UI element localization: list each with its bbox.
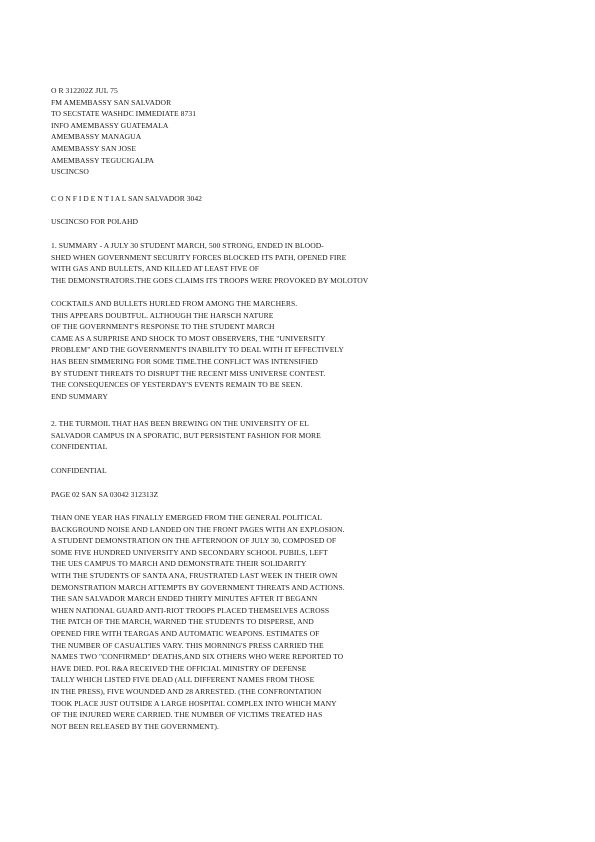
header-line: AMEMBASSY MANAGUA <box>51 132 142 142</box>
body-line: THIS APPEARS DOUBTFUL. ALTHOUGH THE HARSCH NATURE <box>51 310 274 320</box>
body-line: CONFIDENTIAL <box>51 442 108 452</box>
body-line: TALLY WHICH LISTED FIVE DEAD (ALL DIFFERENT NAMES FROM THOSE <box>51 675 315 685</box>
body-line: DEMONSTRATION MARCH ATTEMPTS BY GOVERNMENT THREATS AND ACTIONS. <box>51 582 345 592</box>
body-line: SHED WHEN GOVERNMENT SECURITY FORCES BLOCKED ITS PATH, OPENED FIRE <box>51 252 347 262</box>
body-line: TOOK PLACE JUST OUTSIDE A LARGE HOSPITAL COMPLEX INTO WHICH MANY <box>51 698 337 708</box>
body-line: THE UES CAMPUS TO MARCH AND DEMONSTRATE THEIR SOLIDARITY <box>51 559 307 569</box>
body-line: THE DEMONSTRATORS.THE GOES CLAIMS ITS TROOPS WERE PROVOKED BY MOLOTOV <box>51 275 369 285</box>
summary-paragraph-part1 <box>51 240 571 286</box>
header-line: AMEMBASSY SAN JOSE <box>51 143 137 153</box>
body-line: THE NUMBER OF CASUALTIES VARY. THIS MORNING'S PRESS CARRIED THE <box>51 640 324 650</box>
body-line: 1. SUMMARY - A JULY 30 STUDENT MARCH, 500 STRONG, ENDED IN BLOOD- <box>51 241 324 250</box>
body-line: NOT BEEN RELEASED BY THE GOVERNMENT). <box>51 721 219 731</box>
body-line: SALVADOR CAMPUS IN A SPORATIC, BUT PERSISTENT FASHION FOR MORE <box>51 430 321 440</box>
header-line: USCINCSO <box>51 167 89 177</box>
body-line: END SUMMARY <box>51 391 108 401</box>
body-line: A STUDENT DEMONSTRATION ON THE AFTERNOON OF JULY 30, COMPOSED OF <box>51 536 337 546</box>
body-line: THAN ONE YEAR HAS FINALLY EMERGED FROM THE GENERAL POLITICAL <box>51 513 323 522</box>
body-line: 2. THE TURMOIL THAT HAS BEEN BREWING ON THE UNIVERSITY OF EL <box>51 419 309 428</box>
header-line: TO SECSTATE WASHDC IMMEDIATE 8731 <box>51 109 197 119</box>
body-line: OPENED FIRE WITH TEARGAS AND AUTOMATIC WEAPONS. ESTIMATES OF <box>51 628 320 638</box>
paragraph-2 <box>51 418 571 453</box>
header-line: AMEMBASSY TEGUCIGALPA <box>51 155 155 165</box>
body-line: NAMES TWO "CONFIRMED" DEATHS,AND SIX OTHERS WHO WERE REPORTED TO <box>51 652 344 662</box>
body-line: OF THE GOVERNMENT'S RESPONSE TO THE STUDENT MARCH <box>51 322 275 332</box>
paragraph-3 <box>51 512 571 732</box>
page-marker: PAGE 02 SAN SA 03042 312313Z <box>51 490 159 499</box>
header-line: INFO AMEMBASSY GUATEMALA <box>51 120 169 130</box>
body-line: BY STUDENT THREATS TO DISRUPT THE RECENT MISS UNIVERSE CONTEST. <box>51 368 326 378</box>
body-line: CAME AS A SURPRISE AND SHOCK TO MOST OBSERVERS, THE "UNIVERSITY <box>51 333 326 343</box>
body-line: THE CONSEQUENCES OF YESTERDAY'S EVENTS REMAIN TO BE SEEN. <box>51 380 303 390</box>
body-line: WHEN NATIONAL GUARD ANTI-RIOT TROOPS PLACED THEMSELVES ACROSS <box>51 605 330 615</box>
body-line: PROBLEM" AND THE GOVERNMENT'S INABILITY TO DEAL WITH IT EFFECTIVELY <box>51 345 344 355</box>
body-line: HAVE DIED. POL R&A RECEIVED THE OFFICIAL MINISTRY OF DEFENSE <box>51 663 307 673</box>
confidential-footer: CONFIDENTIAL <box>51 466 107 475</box>
summary-paragraph-part2 <box>51 298 571 402</box>
body-line: BACKGROUND NOISE AND LANDED ON THE FRONT PAGES WITH AN EXPLOSION. <box>51 524 345 534</box>
body-line: IN THE PRESS), FIVE WOUNDED AND 28 ARRESTED. (THE CONFRONTATION <box>51 686 322 696</box>
body-line: WITH GAS AND BULLETS, AND KILLED AT LEAST FIVE OF <box>51 264 260 274</box>
header-line: FM AMEMBASSY SAN SALVADOR <box>51 97 172 107</box>
body-line: WITH THE STUDENTS OF SANTA ANA, FRUSTRATED LAST WEEK IN THEIR OWN <box>51 570 338 580</box>
routing-line: USCINCSO FOR POLAHD <box>51 217 138 226</box>
body-line: COCKTAILS AND BULLETS HURLED FROM AMONG THE MARCHERS. <box>51 299 298 308</box>
body-line: HAS BEEN SIMMERING FOR SOME TIME.THE CONFLICT WAS INTENSIFIED <box>51 356 318 366</box>
body-line: THE SAN SALVADOR MARCH ENDED THIRTY MINUTES AFTER IT BEGANN <box>51 594 318 604</box>
body-line: OF THE INJURED WERE CARRIED. THE NUMBER OF VICTIMS TREATED HAS <box>51 710 323 720</box>
header-line: O R 312202Z JUL 75 <box>51 86 118 95</box>
classification-line: C O N F I D E N T I A L SAN SALVADOR 3042 <box>51 194 202 203</box>
body-line: THE PATCH OF THE MARCH, WARNED THE STUDENTS TO DISPERSE, AND <box>51 617 314 627</box>
body-line: SOME FIVE HUNDRED UNIVERSITY AND SECONDARY SCHOOL PUBILS, LEFT <box>51 547 328 557</box>
message-header <box>51 85 571 178</box>
